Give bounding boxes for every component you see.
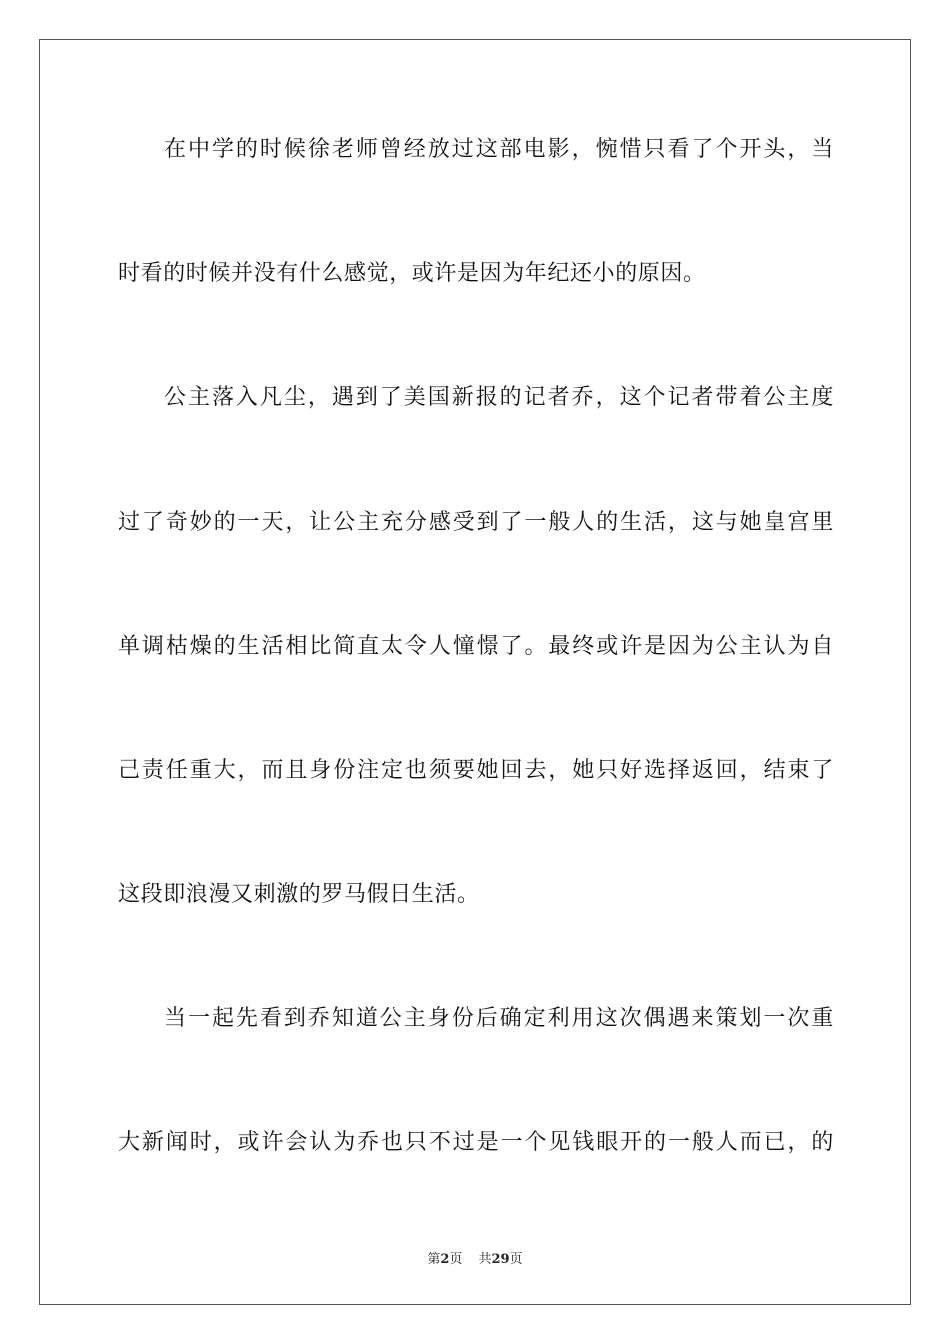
footer-total-suffix: 页	[509, 1252, 523, 1267]
paragraph-2-line-3: 单调枯燥的生活相比简直太令人憧憬了。最终或许是因为公主认为自	[118, 634, 834, 659]
paragraph-3-line-2: 大新闻时，或许会认为乔也只不过是一个见钱眼开的一般人而已，的	[118, 1130, 834, 1155]
page-border	[39, 39, 911, 1305]
footer-total-prefix: 共	[478, 1252, 492, 1267]
paragraph-2-line-5: 这段即浪漫又刺激的罗马假日生活。	[118, 882, 480, 907]
footer-page-prefix: 第	[427, 1252, 441, 1267]
paragraph-1-line-1: 在中学的时候徐老师曾经放过这部电影，惋惜只看了个开头，当	[164, 137, 834, 162]
page-footer	[0, 1248, 950, 1267]
footer-page-suffix: 页	[449, 1252, 463, 1267]
paragraph-2-line-1: 公主落入凡尘，遇到了美国新报的记者乔，这个记者带着公主度	[164, 385, 834, 410]
paragraph-2-line-2: 过了奇妙的一天，让公主充分感受到了一般人的生活，这与她皇宫里	[118, 510, 834, 535]
footer-total-number: 29	[491, 1252, 510, 1267]
paragraph-1-line-2: 时看的时候并没有什么感觉，或许是因为年纪还小的原因。	[118, 261, 706, 286]
paragraph-2-line-4: 己责任重大，而且身份注定也须要她回去，她只好选择返回，结束了	[118, 758, 834, 783]
paragraph-3-line-1: 当一起先看到乔知道公主身份后确定利用这次偶遇来策划一次重	[164, 1006, 834, 1031]
footer-page-number: 2	[440, 1252, 450, 1267]
